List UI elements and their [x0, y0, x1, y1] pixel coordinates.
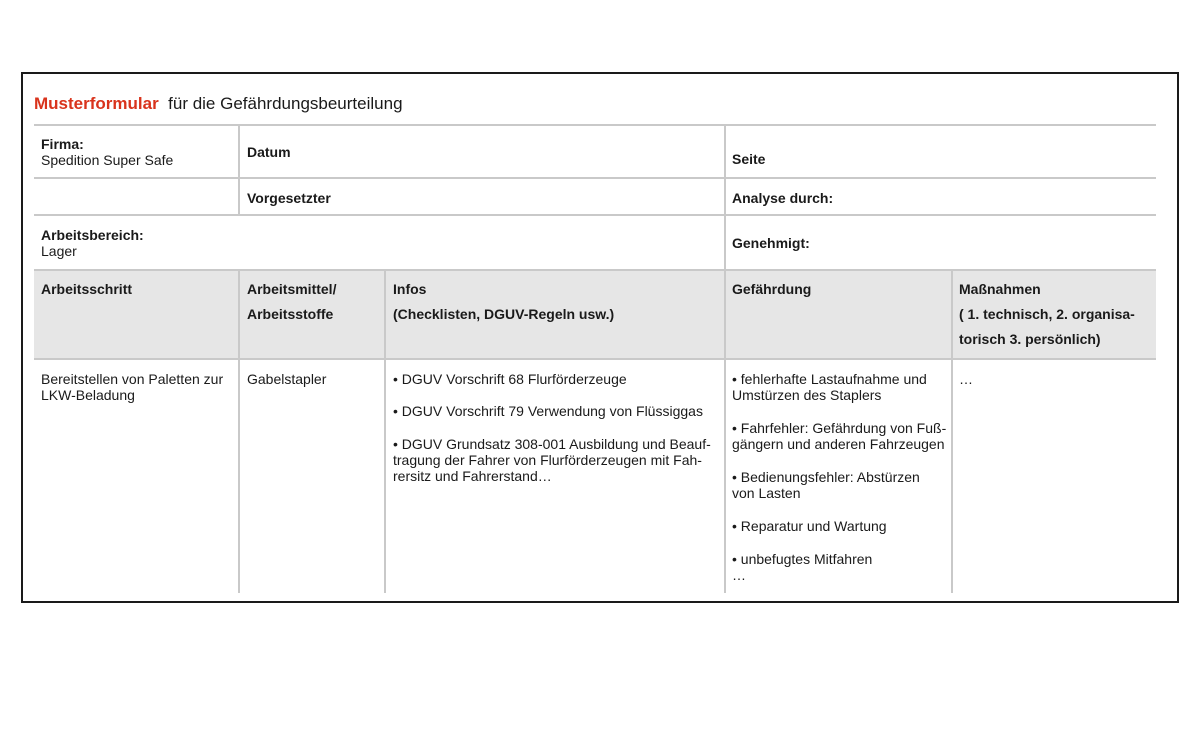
rule-top	[34, 124, 1156, 126]
rule-v-seite	[724, 124, 726, 271]
column-header-line: Infos	[393, 281, 427, 297]
cell-massnahmen: …	[959, 371, 973, 387]
column-header-line: (Checklisten, DGUV-Regeln usw.)	[393, 306, 615, 322]
arbeitsbereich-value: Lager	[41, 243, 77, 259]
rule-header-3	[34, 269, 1156, 271]
cell-arbeitsmittel: Gabelstapler	[247, 371, 327, 387]
title-highlight: Musterformular	[34, 94, 159, 113]
hazard-line: • unbefugtes Mitfahren	[732, 551, 873, 567]
rule-v-col4	[951, 269, 953, 593]
info-item	[393, 371, 627, 387]
cell-arbeitsschritt	[41, 371, 223, 403]
info-line: • DGUV Grundsatz 308-001 Ausbildung und Beauf-	[393, 436, 711, 452]
vorgesetzter-label: Vorgesetzter	[247, 190, 331, 206]
cell-line: LKW-Beladung	[41, 387, 135, 403]
genehmigt-label: Genehmigt:	[732, 235, 810, 251]
datum-label: Datum	[247, 144, 291, 160]
column-header-line: Arbeitsmittel/	[247, 281, 337, 297]
rule-v-col2	[384, 269, 386, 593]
hazard-line: …	[732, 567, 746, 583]
info-item	[393, 403, 703, 419]
form-title	[34, 94, 403, 114]
info-item	[393, 436, 711, 484]
info-line: • DGUV Vorschrift 68 Flurförderzeuge	[393, 371, 627, 387]
column-header-arbeitsschritt	[41, 277, 132, 302]
firma-label: Firma:	[41, 136, 84, 152]
info-line: • DGUV Vorschrift 79 Verwendung von Flüssiggas	[393, 403, 703, 419]
info-line: rersitz und Fahrerstand…	[393, 468, 552, 484]
column-header-line: Arbeitsstoffe	[247, 306, 334, 322]
column-header-massnahmen	[959, 277, 1135, 352]
seite-label: Seite	[732, 151, 766, 167]
firma-value: Spedition Super Safe	[41, 152, 174, 168]
hazard-line: von Lasten	[732, 485, 801, 501]
hazard-line: gängern und anderen Fahrzeugen	[732, 436, 945, 452]
hazard-item	[732, 469, 920, 501]
hazard-line: • Bedienungsfehler: Abstürzen	[732, 469, 920, 485]
rule-v-col3	[724, 269, 726, 593]
hazard-item	[732, 371, 927, 403]
column-header-gefaehrdung	[732, 277, 811, 302]
rule-header-1	[34, 177, 1156, 179]
analyse-label: Analyse durch:	[732, 190, 834, 206]
column-header-line: Gefährdung	[732, 281, 812, 297]
hazard-item	[732, 551, 872, 583]
arbeitsbereich-label: Arbeitsbereich:	[41, 227, 144, 243]
rule-v-col1	[238, 269, 240, 593]
column-header-line: Maßnahmen	[959, 281, 1041, 297]
rule-v-datum	[238, 124, 240, 216]
title-rest: für die Gefährdungsbeurteilung	[168, 94, 403, 113]
hazard-item	[732, 420, 946, 452]
column-header-arbeitsmittel	[247, 277, 336, 327]
hazard-line: • Reparatur und Wartung	[732, 518, 887, 534]
column-header-line: torisch 3. persönlich)	[959, 331, 1101, 347]
hazard-line: • Fahrfehler: Gefährdung von Fuß-	[732, 420, 947, 436]
hazard-line: • fehlerhafte Lastaufnahme und	[732, 371, 927, 387]
rule-header-2	[34, 214, 1156, 216]
info-line: tragung der Fahrer von Flurförderzeugen mit Fah-	[393, 452, 702, 468]
hazard-line: Umstürzen des Staplers	[732, 387, 882, 403]
column-header-line: ( 1. technisch, 2. organisa-	[959, 306, 1135, 322]
hazard-item	[732, 518, 887, 534]
column-header-line: Arbeitsschritt	[41, 281, 133, 297]
rule-columns	[34, 358, 1156, 360]
column-header-infos	[393, 277, 614, 327]
cell-line: Bereitstellen von Paletten zur	[41, 371, 224, 387]
